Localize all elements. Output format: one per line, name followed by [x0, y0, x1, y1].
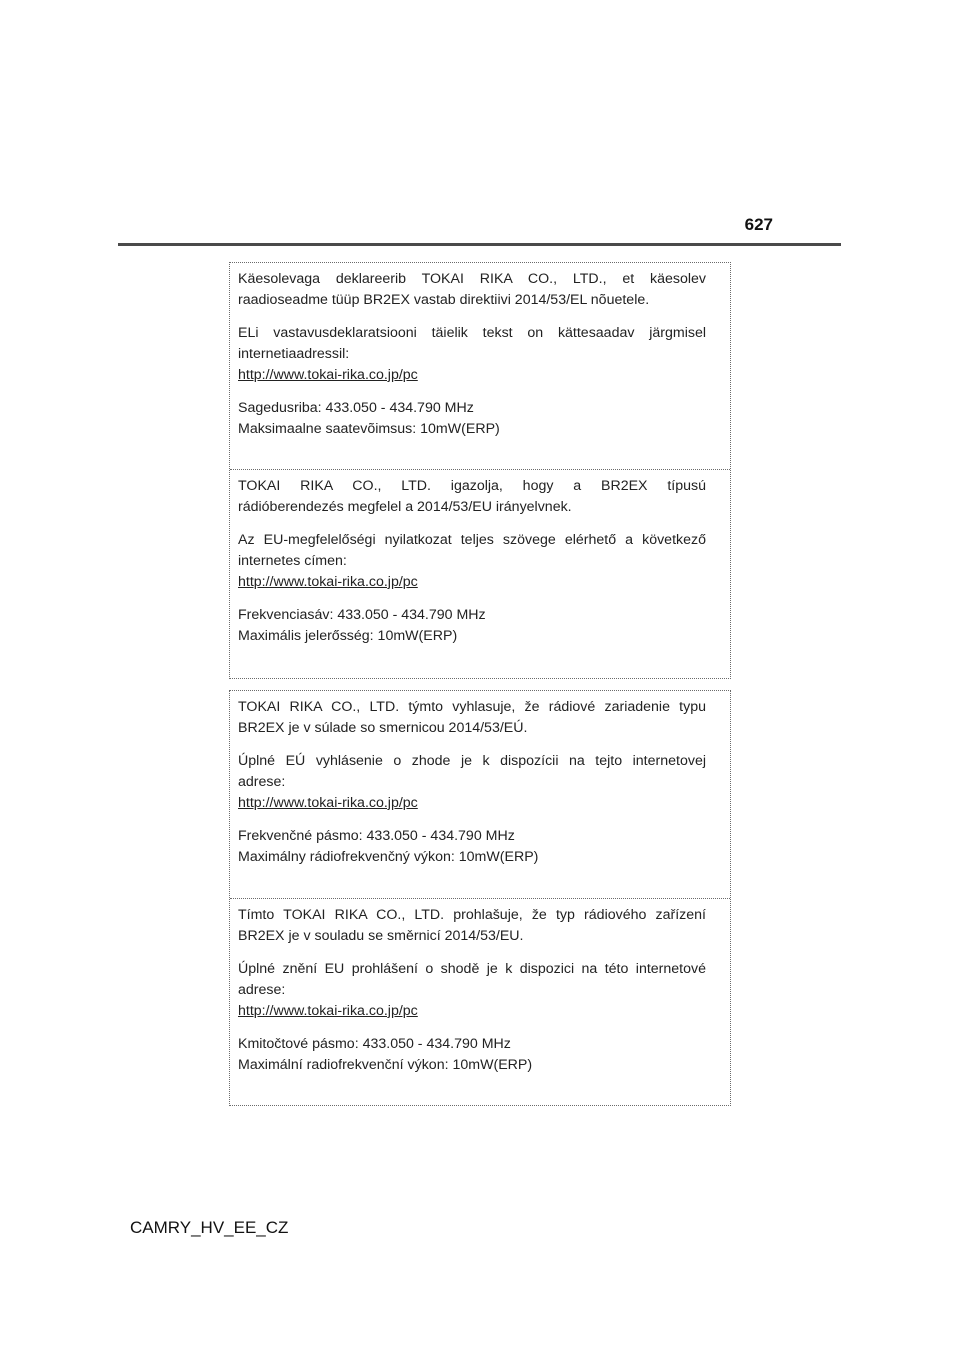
- declaration-line-1: Tímto TOKAI RIKA CO., LTD. prohlašuje, že typ rádiového zařízení: [238, 907, 706, 923]
- declaration-line-2: BR2EX je v súlade so smernicou 2014/53/EÚ.: [238, 720, 528, 736]
- max-power: Maximální radiofrekvenční výkon: 10mW(ERP): [238, 1057, 533, 1073]
- frequency-band: Frekvenčné pásmo: 433.050 - 434.790 MHz: [238, 828, 515, 844]
- frequency-band: Sagedusriba: 433.050 - 434.790 MHz: [238, 400, 474, 416]
- declaration-section-estonian: [230, 263, 730, 470]
- declaration-url[interactable]: [238, 1001, 706, 1022]
- frequency-band: Kmitočtové pásmo: 433.050 - 434.790 MHz: [238, 1036, 511, 1052]
- declaration-line-1: Käesolevaga deklareerib TOKAI RIKA CO., LTD., et käesolev: [238, 271, 706, 287]
- max-power: Maksimaalne saatevõimsus: 10mW(ERP): [238, 421, 500, 437]
- declaration-line-1: TOKAI RIKA CO., LTD. týmto vyhlasuje, že rádiové zariadenie typu: [238, 699, 706, 715]
- declaration-line-3: ELi vastavusdeklaratsiooni täielik tekst on kättesaadav järgmisel: [238, 325, 706, 341]
- declaration-line-4: adrese:: [238, 982, 286, 998]
- declaration-box-top: [229, 262, 731, 679]
- declaration-line-3: Úplné znění EU prohlášení o shodě je k dispozici na této internetové: [238, 961, 706, 977]
- declaration-section-czech: [230, 899, 730, 1076]
- declaration-line-2: raadioseadme tüüp BR2EX vastab direktiivi 2014/53/EL nõuetele.: [238, 292, 650, 308]
- declaration-line-1: TOKAI RIKA CO., LTD. igazolja, hogy a BR2EX típusú: [238, 478, 706, 494]
- max-power: Maximális jelerősség: 10mW(ERP): [238, 628, 458, 644]
- declaration-url-link[interactable]: http://www.tokai-rika.co.jp/pc: [238, 795, 418, 811]
- declaration-url-link[interactable]: http://www.tokai-rika.co.jp/pc: [238, 1003, 418, 1019]
- declaration-line-4: adrese:: [238, 774, 286, 790]
- declaration-url[interactable]: [238, 365, 706, 386]
- frequency-band: Frekvenciasáv: 433.050 - 434.790 MHz: [238, 607, 486, 623]
- page-number: 627: [744, 215, 773, 234]
- declaration-line-2: rádióberendezés megfelel a 2014/53/EU irányelvnek.: [238, 499, 572, 515]
- max-power: Maximálny rádiofrekvenčný výkon: 10mW(ERP): [238, 849, 539, 865]
- declaration-box-bottom: [229, 690, 731, 1106]
- footer-code: CAMRY_HV_EE_CZ: [130, 1218, 289, 1237]
- declaration-line-3: Úplné EÚ vyhlásenie o zhode je k dispozícii na tejto internetovej: [238, 753, 706, 769]
- declaration-line-3: Az EU-megfelelőségi nyilatkozat teljes szövege elérhető a következő: [238, 532, 706, 548]
- declaration-line-2: BR2EX je v souladu se směrnicí 2014/53/EU.: [238, 928, 524, 944]
- declaration-url-link[interactable]: http://www.tokai-rika.co.jp/pc: [238, 574, 418, 590]
- declaration-url[interactable]: [238, 572, 706, 593]
- declaration-line-4: internetiaadressil:: [238, 346, 350, 362]
- declaration-line-4: internetes címen:: [238, 553, 347, 569]
- declaration-section-hungarian: [230, 470, 730, 647]
- declaration-url[interactable]: [238, 793, 706, 814]
- header-rule: [118, 243, 841, 246]
- declaration-url-link[interactable]: http://www.tokai-rika.co.jp/pc: [238, 367, 418, 383]
- declaration-section-slovak: [230, 691, 730, 899]
